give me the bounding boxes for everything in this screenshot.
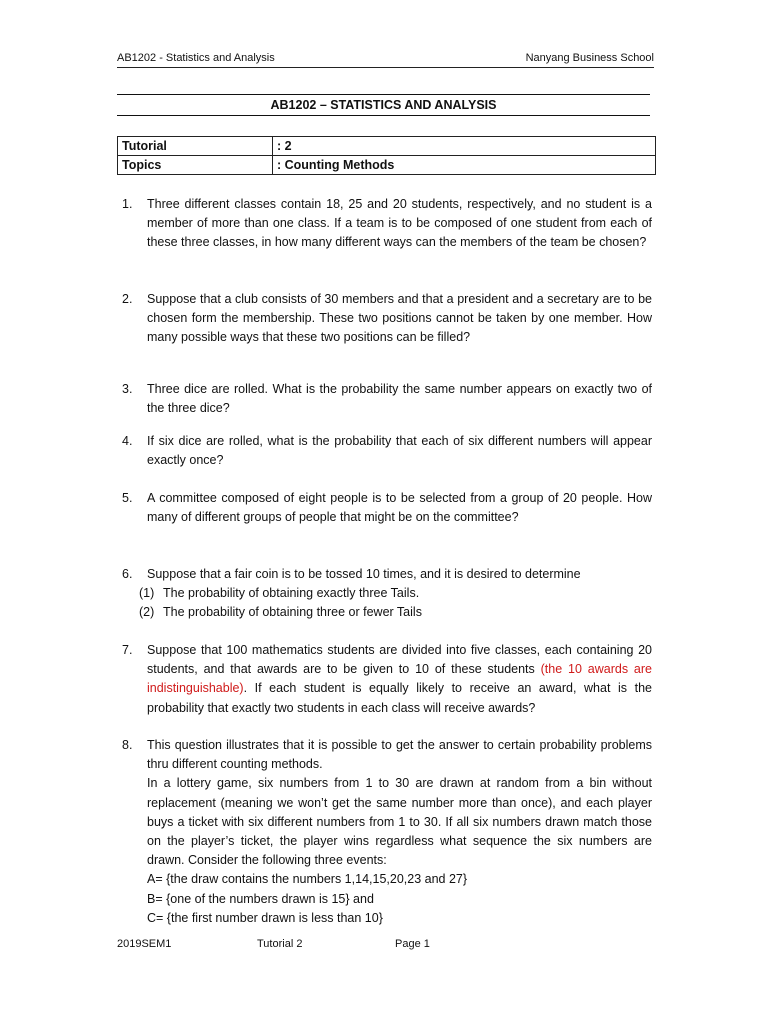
question-text-part: Suppose that 100 mathematics students are divided into five classes, each containing 20 students, and that awards are to be given to 10 of these students (147, 643, 652, 677)
question-4 (122, 432, 652, 470)
question-number: 7. (122, 643, 133, 657)
question-number: 2. (122, 292, 133, 306)
question-number: 1. (122, 197, 133, 211)
question-number: 5. (122, 491, 133, 505)
page-header (117, 50, 654, 68)
question-paragraph: In a lottery game, six numbers from 1 to 30 are drawn at random from a bin without replacement (meaning we won’t get the same number more than once), and each player buys a ticket with six different numbers from 1 to 30. If all six numbers drawn match those on the player’s ticket, the player wins regardless what sequence the six numbers are drawn. Consider the following three events: (147, 776, 652, 868)
footer-semester: 2019SEM1 (117, 938, 172, 950)
sub-question (139, 584, 652, 603)
highlighted-note: (the 10 awards are indistinguishable) (147, 662, 652, 696)
question-number: 3. (122, 382, 133, 396)
sub-question-number: (2) (139, 605, 155, 620)
tutorial-value: : 2 (273, 137, 656, 156)
question-intro: This question illustrates that it is possible to get the answer to certain probability problems thru different counting methods. (147, 738, 652, 772)
question-number: 4. (122, 434, 133, 448)
question-text: Suppose that a fair coin is to be tossed 10 times, and it is desired to determine (147, 567, 581, 581)
question-text (147, 641, 652, 718)
event-a: A= {the draw contains the numbers 1,14,15,20,23 and 27} (147, 872, 468, 887)
tutorial-label: Tutorial (118, 137, 273, 156)
topics-row (118, 156, 656, 175)
question-text: Three dice are rolled. What is the probability the same number appears on exactly two of the three dice? (147, 382, 652, 416)
tutorial-info-table (117, 136, 656, 175)
footer-tutorial: Tutorial 2 (257, 938, 303, 950)
topics-label: Topics (118, 156, 273, 175)
question-text-part: . If each student is equally likely to receive an award, what is the probability that exactly two students in each class will receive awards? (147, 681, 652, 715)
document-title: AB1202 – STATISTICS AND ANALYSIS (117, 94, 650, 116)
question-5 (122, 489, 652, 527)
tutorial-row (118, 137, 656, 156)
question-number: 6. (122, 567, 133, 581)
sub-question (139, 603, 652, 622)
question-text: Three different classes contain 18, 25 and 20 students, respectively, and no student is a member of more than one class. If a team is to be composed of one student from each of these three classes, in how many different ways can the members of the team be chosen? (147, 197, 652, 250)
question-2 (122, 290, 652, 348)
question-1 (122, 195, 652, 253)
question-text: If six dice are rolled, what is the probability that each of six different numbers will appear exactly once? (147, 434, 652, 468)
question-text: Suppose that a club consists of 30 members and that a president and a secretary are to be chosen form the membership. These two positions cannot be taken by one member. How many possible ways that these two positions can be filled? (147, 292, 652, 345)
header-school: Nanyang Business School (525, 52, 654, 64)
question-number: 8. (122, 738, 133, 752)
sub-question-text: The probability of obtaining three or fewer Tails (163, 605, 422, 620)
topics-value: : Counting Methods (273, 156, 656, 175)
question-3 (122, 380, 652, 418)
sub-question-text: The probability of obtaining exactly three Tails. (163, 586, 420, 601)
question-6 (122, 565, 652, 623)
question-text: A committee composed of eight people is to be selected from a group of 20 people. How many of different groups of people that might be on the committee? (147, 491, 652, 525)
event-b: B= {one of the numbers drawn is 15} and (147, 891, 374, 906)
sub-question-number: (1) (139, 586, 155, 601)
footer-page-number: Page 1 (395, 938, 430, 950)
question-7 (122, 641, 652, 718)
event-c: C= {the first number drawn is less than 10} (147, 910, 383, 925)
question-8 (122, 736, 652, 928)
header-course: AB1202 - Statistics and Analysis (117, 52, 275, 64)
